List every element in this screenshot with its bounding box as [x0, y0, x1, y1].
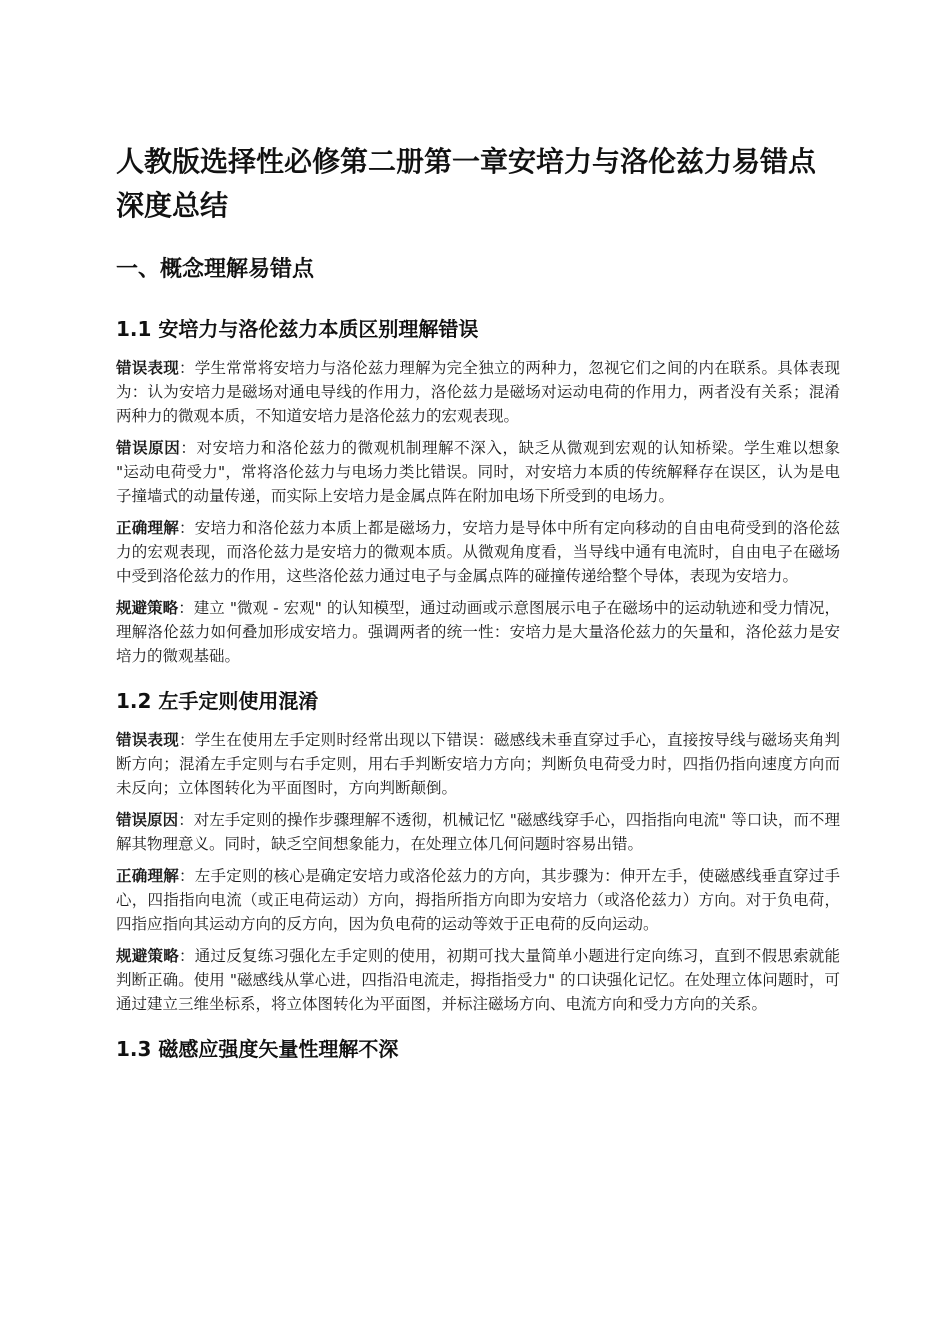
- paragraph-label: 错误表现: [116, 731, 179, 749]
- paragraph-text: ：对安培力和洛伦兹力的微观机制理解不深入，缺乏从微观到宏观的认知桥梁。学生难以想象 "运动电荷受力"，常将洛伦兹力与电场力类比错误。同时，对安培力本质的传统解释存在误区，认为是电子撞墙式的动量传递，而实际上安培力是金属点阵在附加电场下所受到的电场力。: [116, 439, 840, 505]
- paragraph-error-manifestation: [116, 356, 840, 428]
- document-title: 人教版选择性必修第二册第一章安培力与洛伦兹力易错点深度总结: [116, 145, 817, 222]
- chapter-heading: 一、概念理解易错点: [116, 257, 315, 282]
- paragraph-correct-understanding: [116, 516, 840, 588]
- paragraph-label: 正确理解: [116, 867, 179, 885]
- paragraph-error-cause: [116, 436, 840, 508]
- paragraph-text: ：安培力和洛伦兹力本质上都是磁场力，安培力是导体中所有定向移动的自由电荷受到的洛伦兹力的宏观表现，而洛伦兹力是安培力的微观本质。从微观角度看，当导线中通有电流时，自由电子在磁场中受到洛伦兹力的作用，这些洛伦兹力通过电子与金属点阵的碰撞传递给整个导体，表现为安培力。: [116, 519, 840, 585]
- paragraph-text: ：建立 "微观 - 宏观" 的认知模型，通过动画或示意图展示电子在磁场中的运动轨迹和受力情况，理解洛伦兹力如何叠加形成安培力。强调两者的统一性：安培力是大量洛伦兹力的矢量和，洛伦兹力是安培力的微观基础。: [116, 599, 840, 665]
- section-heading: 1.2 左手定则使用混淆: [116, 689, 319, 713]
- paragraph-text: ：对左手定则的操作步骤理解不透彻，机械记忆 "磁感线穿手心，四指指向电流" 等口诀，而不理解其物理意义。同时，缺乏空间想象能力，在处理立体几何问题时容易出错。: [116, 811, 840, 853]
- paragraph-label: 错误原因: [116, 439, 181, 457]
- paragraph-error-manifestation: [116, 728, 840, 800]
- section-1-3: [116, 1034, 840, 1064]
- section-heading: 1.1 安培力与洛伦兹力本质区别理解错误: [116, 317, 479, 341]
- paragraph-text: ：学生常常将安培力与洛伦兹力理解为完全独立的两种力，忽视它们之间的内在联系。具体表现为：认为安培力是磁场对通电导线的作用力，洛伦兹力是磁场对运动电荷的作用力，两者没有关系；混淆两种力的微观本质，不知道安培力是洛伦兹力的宏观表现。: [116, 359, 840, 425]
- paragraph-avoidance-strategy: [116, 944, 840, 1016]
- paragraph-text: ：左手定则的核心是确定安培力或洛伦兹力的方向，其步骤为：伸开左手，使磁感线垂直穿过手心，四指指向电流（或正电荷运动）方向，拇指所指方向即为安培力（或洛伦兹力）方向。对于负电荷，四指应指向其运动方向的反方向，因为负电荷的运动等效于正电荷的反向运动。: [116, 867, 840, 933]
- paragraph-label: 错误原因: [116, 811, 179, 829]
- paragraph-label: 规避策略: [116, 947, 179, 965]
- paragraph-label: 正确理解: [116, 519, 179, 537]
- paragraph-error-cause: [116, 808, 840, 856]
- paragraph-label: 规避策略: [116, 599, 179, 617]
- section-1-2: [116, 686, 840, 1016]
- paragraph-correct-understanding: [116, 864, 840, 936]
- paragraph-avoidance-strategy: [116, 596, 840, 668]
- section-heading: 1.3 磁感应强度矢量性理解不深: [116, 1037, 399, 1061]
- paragraph-text: ：通过反复练习强化左手定则的使用，初期可找大量简单小题进行定向练习，直到不假思索就能判断正确。使用 "磁感线从掌心进，四指沿电流走，拇指指受力" 的口诀强化记忆。在处理立体问题时，可通过建立三维坐标系，将立体图转化为平面图，并标注磁场方向、电流方向和受力方向的关系。: [116, 947, 840, 1013]
- paragraph-label: 错误表现: [116, 359, 179, 377]
- paragraph-text: ：学生在使用左手定则时经常出现以下错误：磁感线未垂直穿过手心，直接按导线与磁场夹角判断方向；混淆左手定则与右手定则，用右手判断安培力方向；判断负电荷受力时，四指仍指向速度方向而未反向；立体图转化为平面图时，方向判断颠倒。: [116, 731, 840, 797]
- document-page: [116, 140, 840, 1082]
- section-1-1: [116, 314, 840, 668]
